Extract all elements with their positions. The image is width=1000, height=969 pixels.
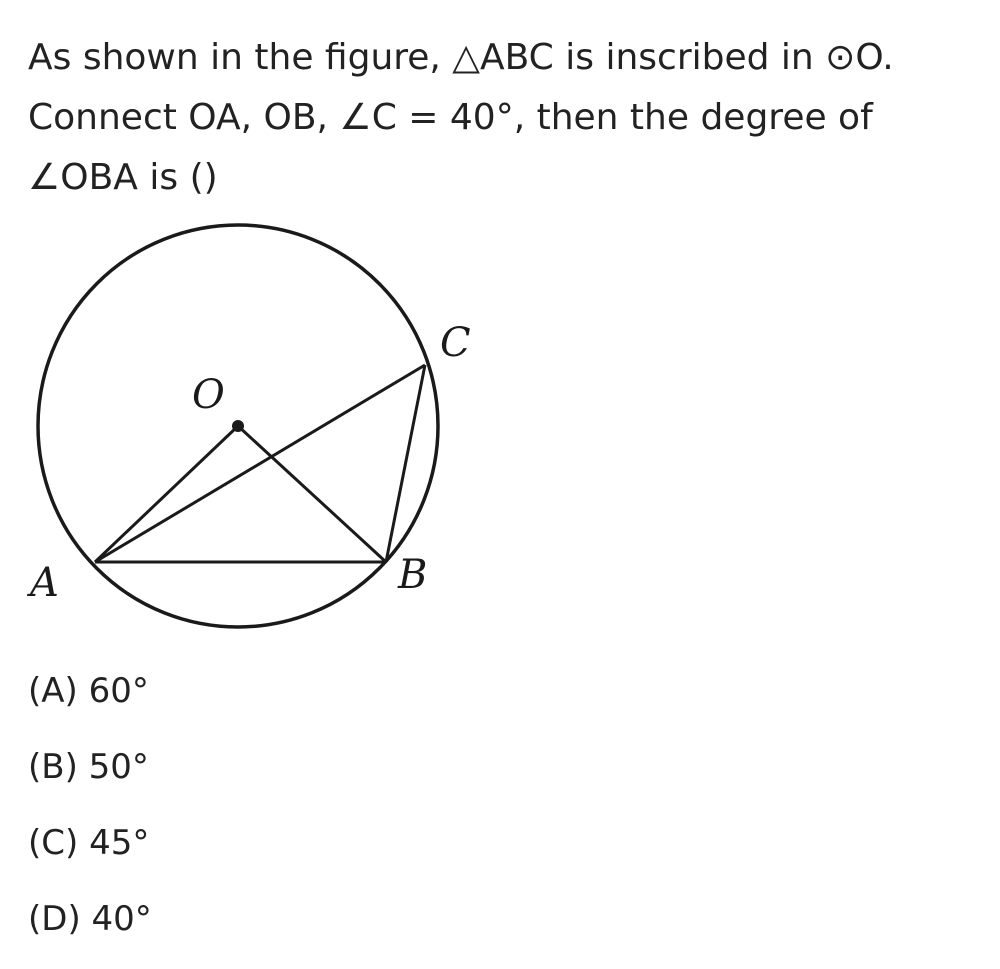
center-point-o [232, 420, 244, 432]
label-a: A [30, 560, 59, 606]
segment-ac [95, 365, 425, 562]
figure-svg [22, 215, 492, 645]
segment-bc [386, 365, 425, 562]
geometry-figure [22, 215, 492, 645]
label-o: O [192, 372, 225, 418]
segment-oa [95, 426, 238, 562]
segment-ob [238, 426, 386, 562]
option-d[interactable]: (D) 40° [28, 899, 152, 939]
answer-options [28, 660, 152, 964]
option-b[interactable]: (B) 50° [28, 747, 149, 787]
label-b: B [398, 552, 428, 598]
option-a[interactable]: (A) 60° [28, 671, 149, 711]
question-text: As shown in the figure, △ABC is inscribed in ⊙O. Connect OA, OB, ∠C = 40°, then the degree of ∠OBA is () [28, 37, 894, 198]
option-c[interactable]: (C) 45° [28, 823, 150, 863]
label-c: C [440, 320, 471, 366]
